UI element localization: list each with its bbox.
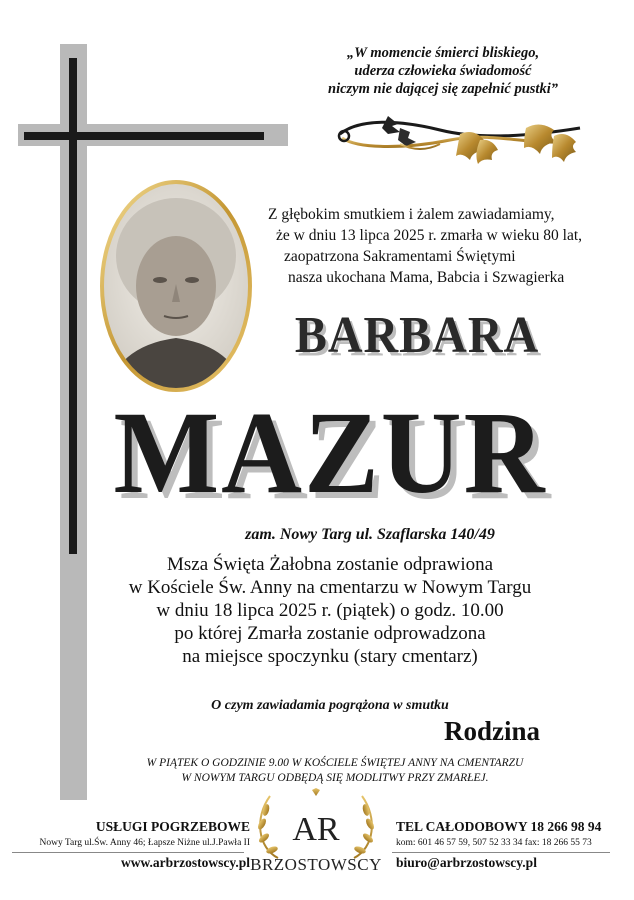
mass-line: po której Zmarła zostanie odprowadzona	[174, 623, 486, 644]
intro-line: nasza ukochana Mama, Babcia i Szwagierka	[288, 269, 565, 286]
mass-line: w Kościele Św. Anny na cmentarzu w Nowym Targu	[128, 577, 532, 598]
footer-divider-left	[12, 852, 244, 853]
funeral-service-address: Nowy Targ ul.Św. Anny 46; Łapsze Niżne ul.J.Pawła II	[39, 838, 250, 848]
funeral-service-title: USŁUGI POGRZEBOWE	[95, 819, 250, 834]
quote-line: niczym nie dającej się zapełnić pustki”	[328, 81, 558, 97]
mass-line: na miejsce spoczynku (stary cmentarz)	[182, 646, 478, 667]
website-link[interactable]: www.arbrzostowscy.pl	[121, 855, 250, 870]
mobile-fax-numbers: kom: 601 46 57 59, 507 52 33 34 fax: 18 266 55 73	[396, 838, 592, 848]
phone-number[interactable]: TEL CAŁODOBOWY 18 266 98 94	[396, 819, 602, 834]
logo-monogram: AR	[292, 811, 340, 848]
logo-company-name: BRZOSTOWSCY	[250, 855, 382, 874]
notice-line: W NOWYM TARGU ODBĘDĄ SIĘ MODLITWY PRZY ZMARŁEJ.	[181, 772, 489, 784]
intro-line: że w dniu 13 lipca 2025 r. zmarła w wieku 80 lat,	[276, 227, 583, 244]
footer-divider-right	[392, 852, 610, 853]
quote-line: uderza człowieka świadomość	[354, 63, 532, 79]
deceased-address: zam. Nowy Targ ul. Szaflarska 140/49	[245, 526, 495, 543]
intro-line: Z głębokim smutkiem i żalem zawiadamiamy,	[268, 206, 555, 223]
email-link[interactable]: biuro@arbrzostowscy.pl	[396, 855, 537, 870]
prayer-notice	[100, 756, 570, 786]
intro-line: zaopatrzona Sakramentami Świętymi	[284, 248, 516, 265]
grape-leaf-ornament	[330, 110, 592, 172]
cross-horizontal-bar	[24, 132, 264, 140]
funeral-mass-info	[100, 553, 560, 668]
mass-line: Msza Święta Żałobna zostanie odprawiona	[166, 554, 494, 575]
deceased-surname: MAZUR	[113, 387, 547, 519]
deceased-first-name: BARBARA	[294, 306, 540, 365]
notice-line: W PIĄTEK O GODZINIE 9.00 W KOŚCIELE ŚWIĘTEJ ANNY NA CMENTARZU	[146, 757, 524, 769]
family-signature: Rodzina	[444, 716, 541, 746]
mass-line: w dniu 18 lipca 2025 r. (piątek) o godz. 10.00	[156, 600, 504, 621]
mourning-statement: O czym zawiadamia pogrążona w smutku	[211, 698, 449, 713]
quote-line: „W momencie śmierci bliskiego,	[346, 45, 540, 61]
deceased-portrait	[96, 176, 256, 396]
memorial-quote	[284, 44, 602, 98]
announcement-intro	[262, 204, 606, 288]
